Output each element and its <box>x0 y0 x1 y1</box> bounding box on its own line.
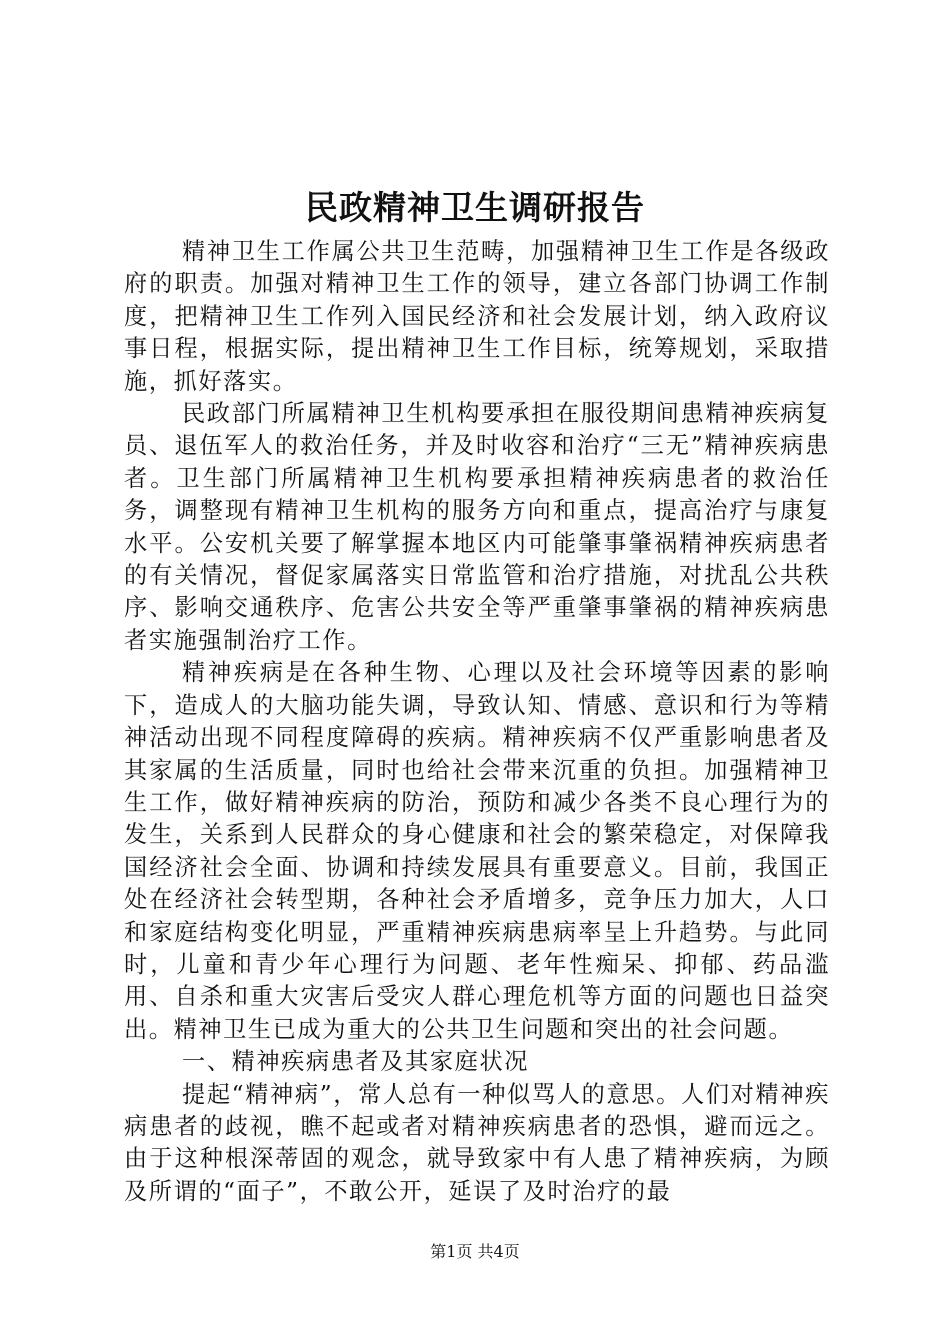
paragraph-1: 精神卫生工作属公共卫生范畴，加强精神卫生工作是各级政府的职责。加强对精神卫生工作的领导，建立各部门协调工作制度，把精神卫生工作列入国民经济和社会发展计划，纳入政府议事日程，根据实际，提出精神卫生工作目标，统筹规划，采取措施，抓好落实。 <box>124 238 830 395</box>
section-heading-1: 一、精神疾病患者及其家庭状况 <box>182 1048 530 1076</box>
paragraph-2: 民政部门所属精神卫生机构要承担在服役期间患精神疾病复员、退伍军人的救治任务，并及时收容和治疗“三无”精神疾病患者。卫生部门所属精神卫生机构要承担精神疾病患者的救治任务，调整现有精神卫生机构的服务方向和重点，提高治疗与康复水平。公安机关要了解掌握本地区内可能肇事肇祸精神疾病患者的有关情况，督促家属落实日常监管和治疗措施，对扰乱公共秩序、影响交通秩序、危害公共安全等严重肇事肇祸的精神疾病患者实施强制治疗工作。 <box>124 400 830 654</box>
page-footer: 第1页 共4页 <box>430 1242 520 1261</box>
paragraph-3: 精神疾病是在各种生物、心理以及社会环境等因素的影响下，造成人的大脑功能失调，导致认知、情感、意识和行为等精神活动出现不同程度障碍的疾病。精神疾病不仅严重影响患者及其家属的生活质量，同时也给社会带来沉重的负担。加强精神卫生工作，做好精神疾病的防治，预防和减少各类不良心理行为的发生，关系到人民群众的身心健康和社会的繁荣稳定，对保障我国经济社会全面、协调和持续发展具有重要意义。目前，我国正处在经济社会转型期，各种社会矛盾增多，竞争压力加大，人口和家庭结构变化明显，严重精神疾病患病率呈上升趋势。与此同时，儿童和青少年心理行为问题、老年性痴呆、抑郁、药品滥用、自杀和重大灾害后受灾人群心理危机等方面的问题也日益突出。精神卫生已成为重大的公共卫生问题和突出的社会问题。 <box>124 659 830 1043</box>
document-title: 民政精神卫生调研报告 <box>305 188 645 227</box>
paragraph-4: 提起“精神病”，常人总有一种似骂人的意思。人们对精神疾病患者的歧视，瞧不起或者对精神疾病患者的恐惧，避而远之。由于这种根深蒂固的观念，就导致家中有人患了精神疾病，为顾及所谓的“面子”，不敢公开，延误了及时治疗的最 <box>124 1080 830 1205</box>
document-body <box>124 236 830 1208</box>
